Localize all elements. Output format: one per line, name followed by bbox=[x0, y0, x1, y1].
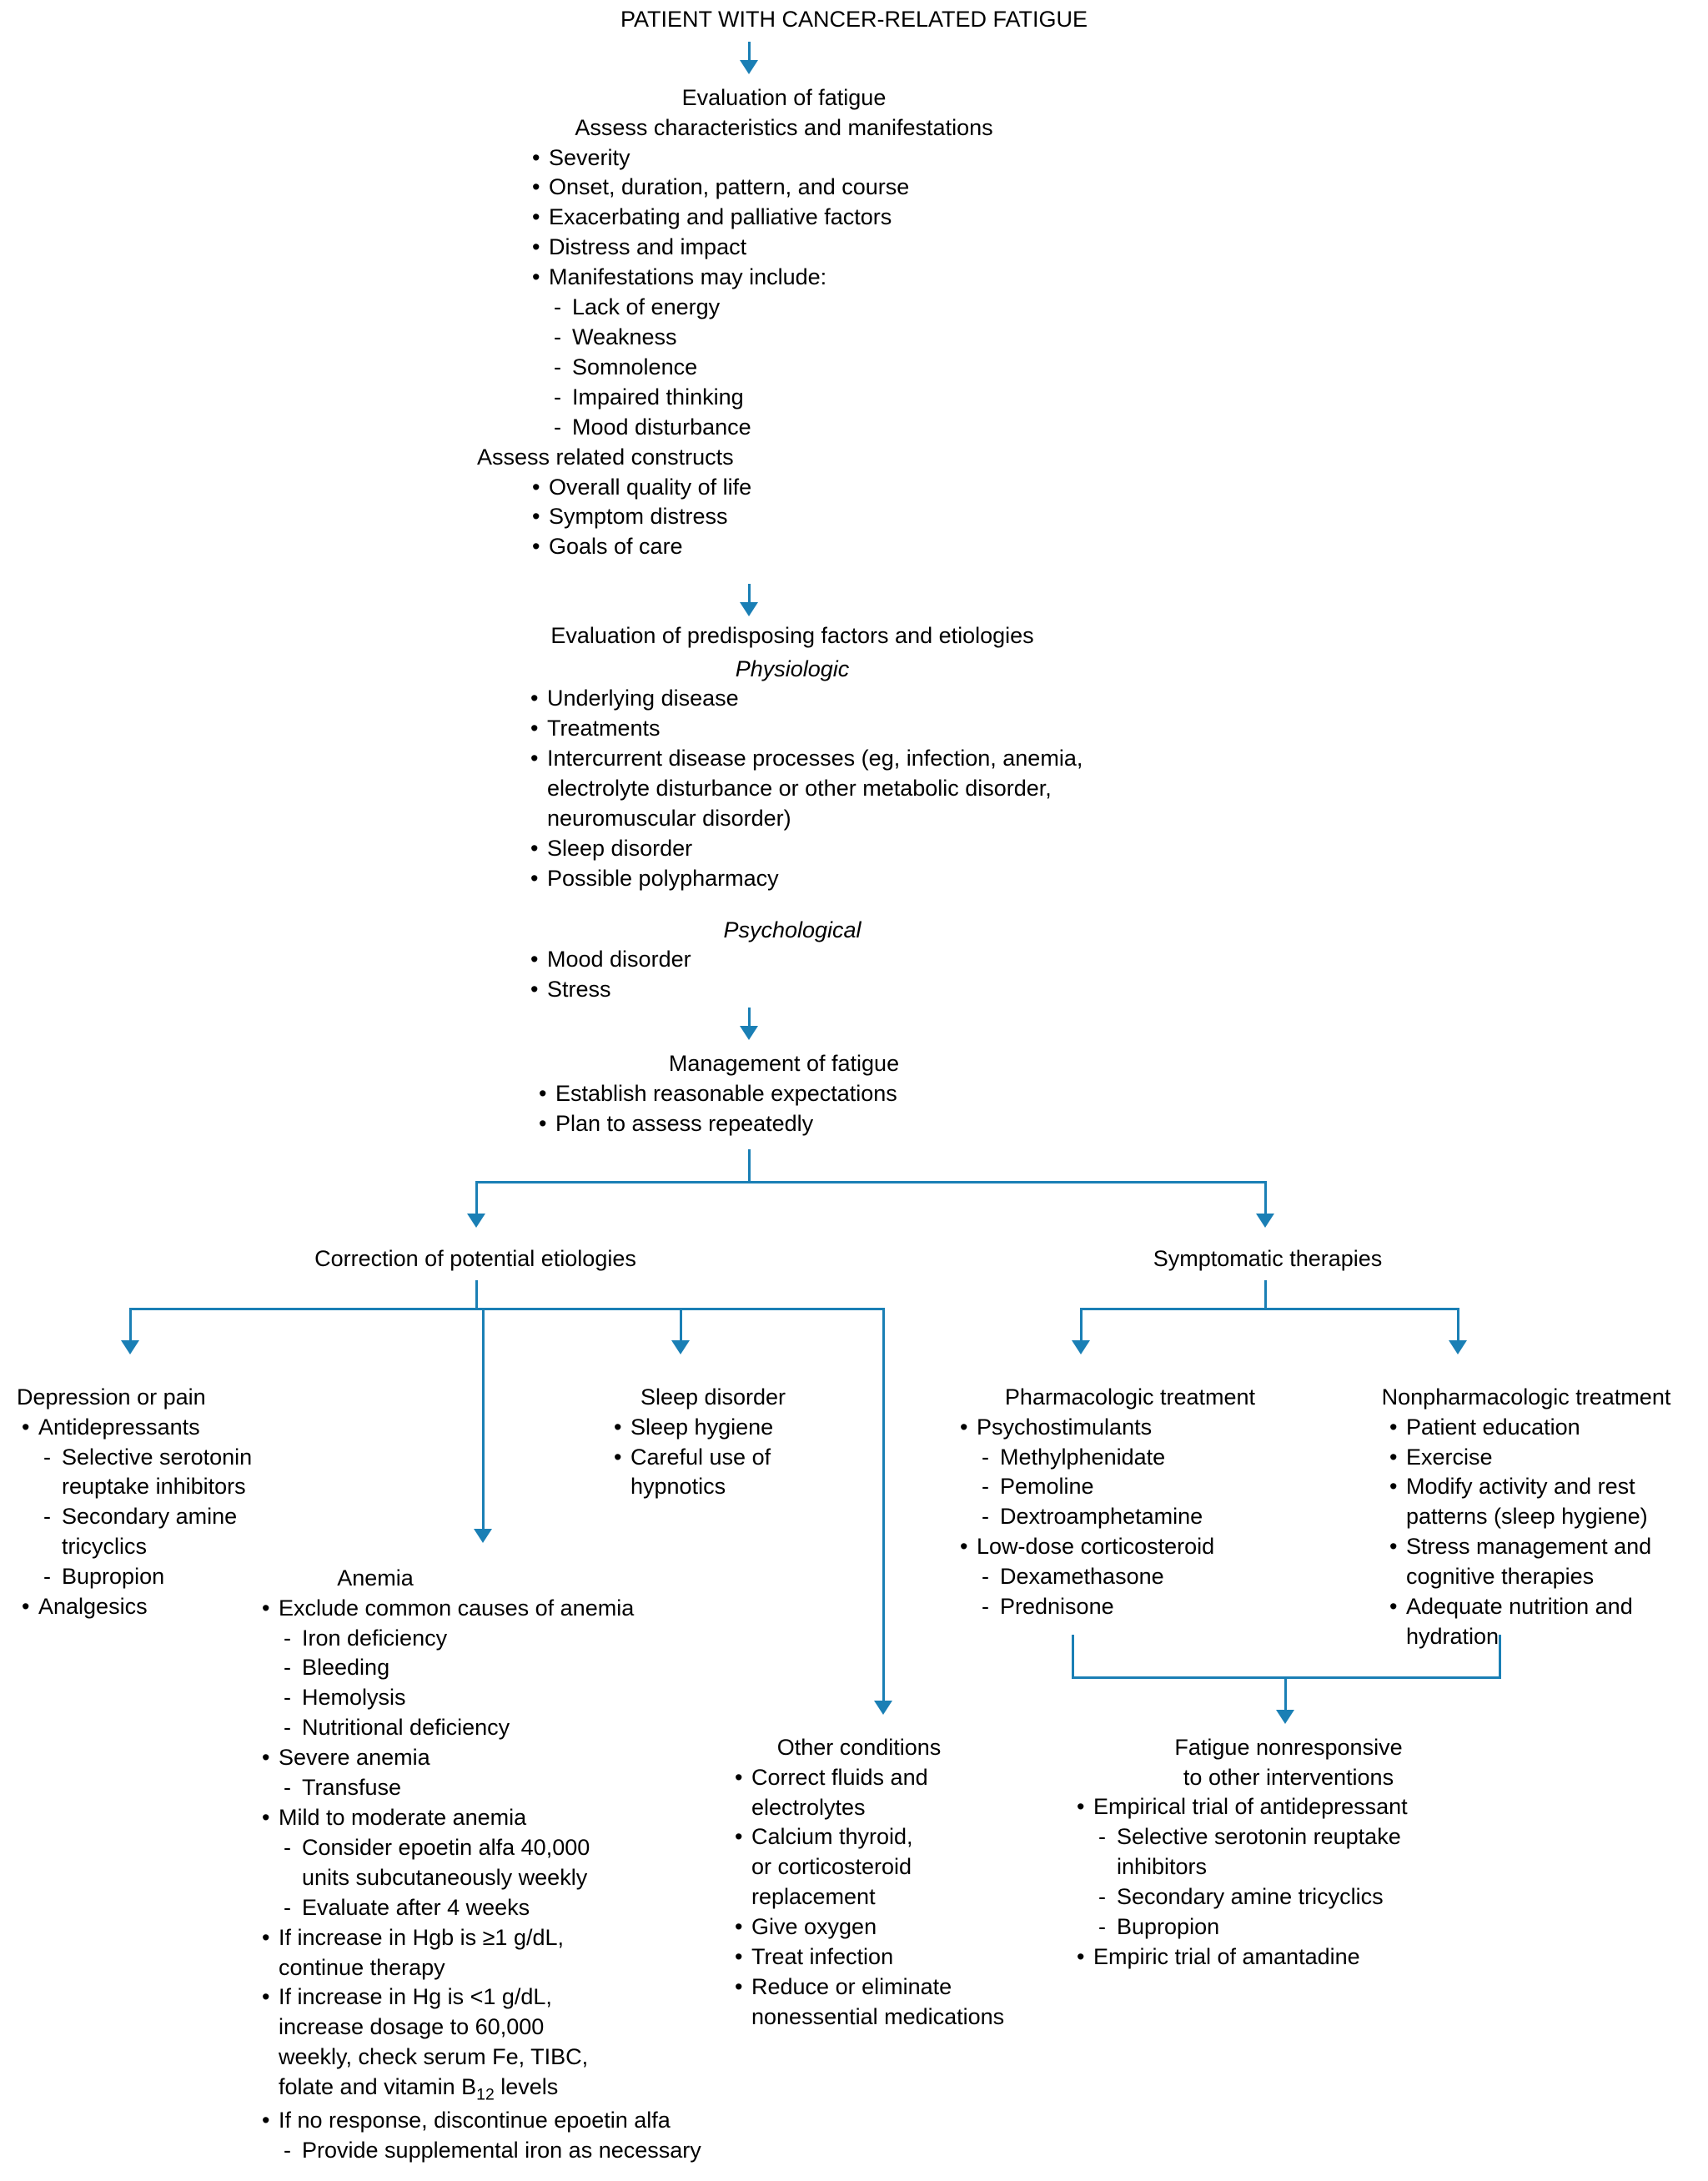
list-item: neuromuscular disorder) bbox=[547, 805, 791, 831]
list-item: - Transfuse bbox=[257, 1773, 717, 1803]
list-item: • If increase in Hg is <1 g/dL, bbox=[257, 1982, 717, 2013]
node-heading: Evaluation of predisposing factors and etiologies bbox=[550, 623, 1034, 648]
node-pharmacologic-treatment bbox=[913, 1383, 1347, 1622]
list-item: - Dextroamphetamine bbox=[955, 1502, 1347, 1532]
list-item: • Overall quality of life bbox=[527, 473, 1101, 503]
list-item: - Methylphenidate bbox=[955, 1443, 1347, 1473]
node-heading: Depression or pain bbox=[17, 1384, 206, 1410]
list-item: • Correct fluids and bbox=[730, 1763, 1063, 1793]
node-heading: Anemia bbox=[337, 1565, 414, 1591]
list-item: hypnotics bbox=[630, 1474, 726, 1500]
connector-line bbox=[1499, 1635, 1501, 1679]
list-item: • Sleep hygiene bbox=[609, 1413, 851, 1443]
list-item: • Stress bbox=[525, 975, 1168, 1005]
node-heading: Other conditions bbox=[776, 1735, 942, 1760]
connector-line bbox=[882, 1308, 885, 1703]
list-item: - Selective serotonin reuptake bbox=[1072, 1822, 1522, 1852]
connector-line bbox=[129, 1308, 132, 1343]
node-heading-line1: Fatigue nonresponsive bbox=[1174, 1735, 1403, 1760]
list-item: • Exacerbating and palliative factors bbox=[527, 203, 1101, 233]
list-item: - Dexamethasone bbox=[955, 1562, 1347, 1592]
list-item: - Lack of energy bbox=[527, 293, 1101, 323]
connector-line bbox=[475, 1181, 1267, 1183]
list-item: • Exercise bbox=[1384, 1443, 1701, 1473]
psychological-label: Psychological bbox=[723, 917, 862, 942]
list-item: inhibitors bbox=[1117, 1854, 1208, 1880]
node-heading: Sleep disorder bbox=[640, 1384, 786, 1410]
arrow-head bbox=[1072, 1340, 1090, 1354]
list-item: increase dosage to 60,000 bbox=[279, 2014, 545, 2040]
list-item: • Symptom distress bbox=[527, 502, 1101, 532]
list-item: • Underlying disease bbox=[525, 684, 1168, 714]
connector-line bbox=[475, 1181, 478, 1216]
physiologic-label: Physiologic bbox=[735, 656, 850, 681]
connector-line bbox=[1284, 1676, 1287, 1711]
list-item: hydration bbox=[1406, 1623, 1500, 1649]
list-item: • Reduce or eliminate bbox=[730, 1972, 1063, 2003]
nonresponsive-list bbox=[1072, 1792, 1522, 1972]
list-item: electrolyte disturbance or other metabolic disorder, bbox=[547, 775, 1052, 801]
node-correction-of-etiologies: Correction of potential etiologies bbox=[314, 1246, 636, 1271]
list-item: continue therapy bbox=[279, 1954, 445, 1980]
arrow-head bbox=[874, 1701, 892, 1715]
list-item: or corticosteroid bbox=[751, 1854, 912, 1880]
connector-line bbox=[748, 1149, 751, 1183]
arrow-head bbox=[740, 1026, 758, 1040]
list-item: • Careful use of bbox=[609, 1443, 851, 1473]
list-item: - Impaired thinking bbox=[527, 383, 1101, 413]
list-item: • Empiric trial of amantadine bbox=[1072, 1942, 1522, 1972]
arrow-head bbox=[1276, 1710, 1294, 1724]
list-item: replacement bbox=[751, 1884, 876, 1910]
list-item: - Bupropion bbox=[1072, 1912, 1522, 1942]
arrow-head bbox=[740, 60, 758, 74]
list-item: - Provide supplemental iron as necessary bbox=[257, 2136, 717, 2166]
other-conditions-list bbox=[730, 1763, 1063, 2033]
node-predisposing-factors bbox=[417, 621, 1168, 1005]
node-heading: Evaluation of fatigue bbox=[681, 85, 887, 110]
list-item: - Bupropion bbox=[17, 1562, 317, 1592]
list-item: • Psychostimulants bbox=[955, 1413, 1347, 1443]
list-item: • Stress management and bbox=[1384, 1532, 1701, 1562]
list-item-b12 bbox=[257, 2073, 717, 2106]
arrow-head bbox=[1256, 1214, 1274, 1228]
list-item: • Give oxygen bbox=[730, 1912, 1063, 1942]
pharmacologic-list bbox=[955, 1413, 1347, 1622]
list-item: • Possible polypharmacy bbox=[525, 864, 1168, 894]
list-item: units subcutaneously weekly bbox=[302, 1864, 588, 1890]
list-item: tricyclics bbox=[62, 1534, 147, 1560]
assess-related-constructs-label: Assess related constructs bbox=[477, 444, 734, 470]
list-item: patterns (sleep hygiene) bbox=[1406, 1504, 1648, 1530]
list-item: - Nutritional deficiency bbox=[257, 1713, 717, 1743]
b12-post: levels bbox=[494, 2074, 559, 2100]
node-heading: Pharmacologic treatment bbox=[1004, 1384, 1256, 1410]
list-item: • Sleep disorder bbox=[525, 834, 1168, 864]
node-heading-line2: to other interventions bbox=[1183, 1764, 1394, 1790]
list-item: nonessential medications bbox=[751, 2003, 1005, 2029]
list-item: • Treatments bbox=[525, 714, 1168, 744]
list-item: • Antidepressants bbox=[17, 1413, 317, 1443]
assess-characteristics-label: Assess characteristics and manifestations bbox=[575, 114, 993, 140]
list-item: - Secondary amine bbox=[17, 1502, 317, 1532]
list-item: electrolytes bbox=[751, 1794, 866, 1820]
node-heading: Nonpharmacologic treatment bbox=[1381, 1384, 1671, 1410]
list-item: - Consider epoetin alfa 40,000 bbox=[257, 1833, 717, 1863]
connector-line bbox=[1457, 1308, 1459, 1343]
list-item: • Treat infection bbox=[730, 1942, 1063, 1972]
node-sleep-disorder bbox=[575, 1383, 851, 1502]
list-item: - Bleeding bbox=[257, 1653, 717, 1683]
list-item: • Onset, duration, pattern, and course bbox=[527, 173, 1101, 203]
sleep-disorder-list bbox=[609, 1413, 851, 1503]
anemia-list bbox=[257, 1594, 717, 2167]
node-evaluation-of-fatigue bbox=[467, 83, 1101, 562]
list-item: • Distress and impact bbox=[527, 233, 1101, 263]
connector-line bbox=[1264, 1181, 1267, 1216]
list-item: • Intercurrent disease processes (eg, infection, anemia, bbox=[525, 744, 1168, 774]
arrow-head bbox=[467, 1214, 485, 1228]
connector-line bbox=[475, 1280, 478, 1309]
list-item: • Mood disorder bbox=[525, 945, 1168, 975]
list-item: - Pemoline bbox=[955, 1472, 1347, 1502]
list-item: cognitive therapies bbox=[1406, 1564, 1595, 1590]
list-item: - Mood disturbance bbox=[527, 413, 1101, 443]
node-management-of-fatigue bbox=[467, 1049, 1101, 1138]
list-item: • Adequate nutrition and bbox=[1384, 1592, 1701, 1622]
connector-line bbox=[482, 1308, 485, 1531]
list-item: • Analgesics bbox=[17, 1592, 317, 1622]
list-item: • Modify activity and rest bbox=[1384, 1472, 1701, 1502]
connector-line bbox=[1080, 1308, 1083, 1343]
node-nonpharmacologic-treatment bbox=[1351, 1383, 1701, 1652]
list-item: • Manifestations may include: bbox=[527, 263, 1101, 293]
list-item: • If increase in Hgb is ≥1 g/dL, bbox=[257, 1923, 717, 1953]
arrow-head bbox=[121, 1340, 139, 1354]
list-item: • Patient education bbox=[1384, 1413, 1701, 1443]
list-item: • Calcium thyroid, bbox=[730, 1822, 1063, 1852]
list-item: - Weakness bbox=[527, 323, 1101, 353]
node-anemia bbox=[250, 1564, 717, 2166]
node-other-conditions bbox=[713, 1733, 1063, 2033]
list-item: • Goals of care bbox=[527, 532, 1101, 562]
node-heading: Management of fatigue bbox=[668, 1051, 900, 1076]
list-item: - Selective serotonin bbox=[17, 1443, 317, 1473]
b12-subscript: 12 bbox=[476, 2085, 495, 2104]
list-item: • Severity bbox=[527, 143, 1101, 173]
chart-title: PATIENT WITH CANCER-RELATED FATIGUE bbox=[620, 7, 1088, 32]
connector-line bbox=[1264, 1280, 1267, 1309]
list-item: • Plan to assess repeatedly bbox=[534, 1109, 1101, 1139]
list-item: • If no response, discontinue epoetin alfa bbox=[257, 2106, 717, 2136]
list-item: - Evaluate after 4 weeks bbox=[257, 1893, 717, 1923]
nonpharmacologic-list bbox=[1384, 1413, 1701, 1652]
arrow-head bbox=[474, 1529, 492, 1543]
list-item: • Empirical trial of antidepressant bbox=[1072, 1792, 1522, 1822]
connector-line bbox=[129, 1308, 885, 1310]
arrow-head bbox=[1449, 1340, 1467, 1354]
list-item: reuptake inhibitors bbox=[62, 1474, 246, 1500]
b12-pre: folate and vitamin B bbox=[279, 2074, 477, 2100]
list-item: - Somnolence bbox=[527, 353, 1101, 383]
list-item: • Establish reasonable expectations bbox=[534, 1079, 1101, 1109]
arrow-head bbox=[740, 602, 758, 616]
list-item: - Prednisone bbox=[955, 1592, 1347, 1622]
list-item: • Severe anemia bbox=[257, 1743, 717, 1773]
arrow-head bbox=[671, 1340, 690, 1354]
list-item: • Low-dose corticosteroid bbox=[955, 1532, 1347, 1562]
node-fatigue-nonresponsive bbox=[1055, 1733, 1522, 1972]
list-item: • Mild to moderate anemia bbox=[257, 1803, 717, 1833]
list-item: - Secondary amine tricyclics bbox=[1072, 1882, 1522, 1912]
list-item: • Exclude common causes of anemia bbox=[257, 1594, 717, 1624]
list-item: - Hemolysis bbox=[257, 1683, 717, 1713]
connector-line bbox=[1072, 1635, 1074, 1679]
list-item: - Iron deficiency bbox=[257, 1624, 717, 1654]
node-symptomatic-therapies: Symptomatic therapies bbox=[1153, 1246, 1383, 1271]
connector-line bbox=[680, 1308, 682, 1343]
list-item: weekly, check serum Fe, TIBC, bbox=[279, 2044, 589, 2070]
connector-line bbox=[1080, 1308, 1459, 1310]
